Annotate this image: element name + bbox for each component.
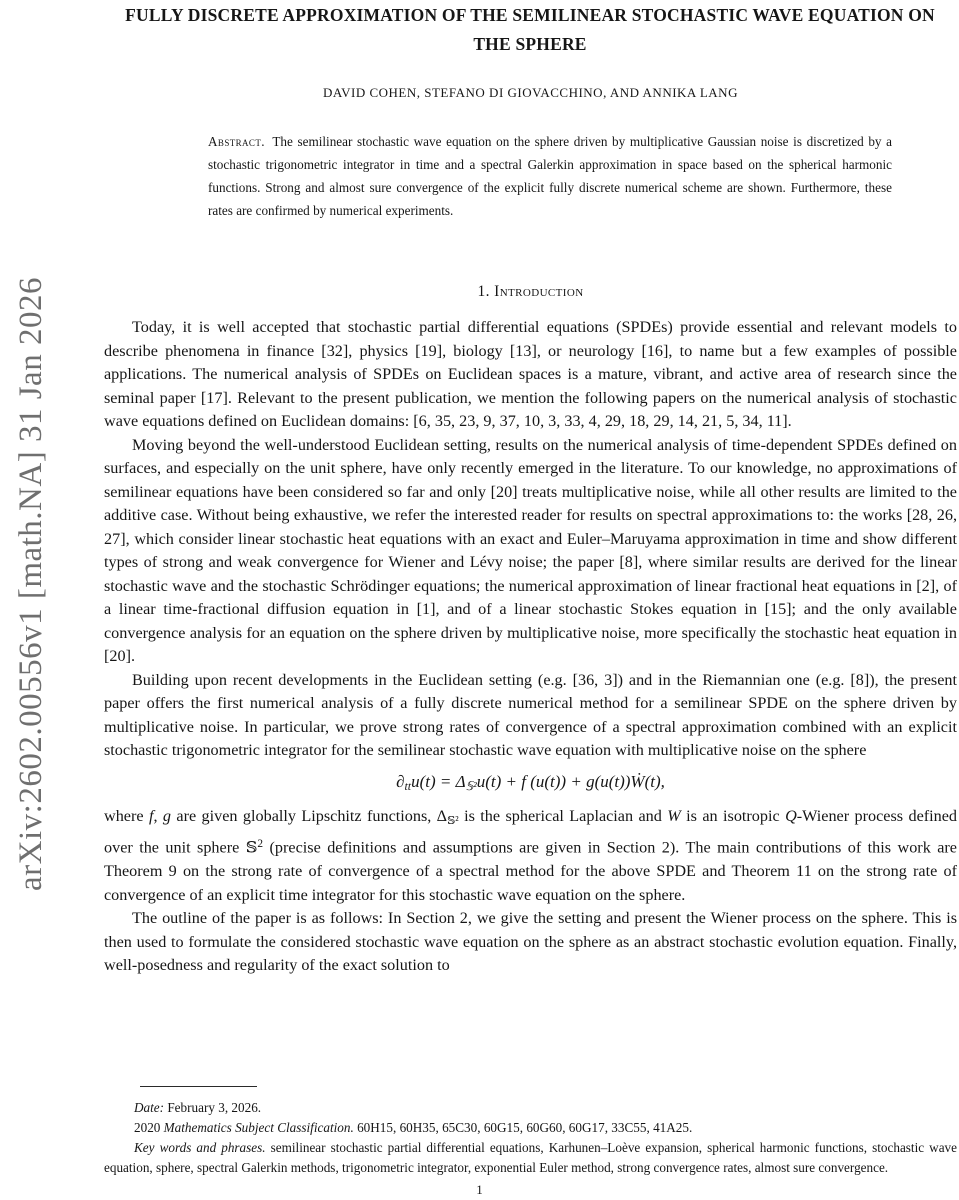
page-number: 1 [476, 1182, 483, 1197]
paper-authors: DAVID COHEN, STEFANO DI GIOVACCHINO, AND ANNIKA LANG [323, 85, 738, 100]
footnote-date: Date: February 3, 2026. [134, 1100, 262, 1115]
arxiv-watermark: arXiv:2602.00556v1 [math.NA] 31 Jan 2026 [13, 277, 49, 891]
paragraph: Moving beyond the well-understood Euclidean setting, results on the numerical analysis of time-dependent SPDEs defined on surfaces, and especially on the unit sphere, have only recently emerged in the literature. To our knowledge, no approximations of semilinear equations have been considered so far and only [20] treats multiplicative noise, while all other results are limited to the additive case. Without being exhaustive, we refer the interested reader for results on spectral approximations to: the works [28, 26, 27], which consider linear stochastic heat equations with an exact and Euler–Maruyama approximation in time and show different types of strong and weak convergence for Wiener and Lévy noise; the paper [8], where similar results are derived for the linear stochastic wave and the stochastic Schrödinger equations; the numerical approximation of linear fractional heat equations in [2], of a linear time-fractional diffusion equation in [1], and of a linear stochastic Stokes equation in [15]; and the only available convergence analysis for an equation on the sphere driven by multiplicative noise, more specifically the stochastic heat equation in [20]. [104, 435, 957, 665]
abstract: Abstract. The semilinear stochastic wave equation on the sphere driven by multiplicative Gaussian noise is discretized by a stochastic trigonometric integrator in time and a spectral Galerkin approximation in space based on the spherical harmonic functions. Strong and almost sure convergence of the explicit fully discrete numerical scheme are shown. Furthermore, these rates are confirmed by numerical experiments. [208, 134, 892, 218]
paragraph: where f, g are given globally Lipschitz functions, $\Delta_{𝕊^2}$ is the spherical Laplacian and W is an isotropic Q-Wiener process defined over the unit sphere 𝕊$^2$ (precise definitions and assumptions are given in Section 2). The main contributions of this work are Theorem 9 on the strong rate of convergence of a spectral method for the above SPDE and Theorem 11 on the strong rate of convergence of an explicit time integrator for this stochastic wave equation on the sphere. [104, 806, 958, 904]
footnote-keywords: Key words and phrases. semilinear stochastic partial differential equations, Karhunen–Loève expansion, spherical harmonic functions, stochastic wave equation, sphere, spectral Galerkin methods, trigonometric integrator, exponential Euler method, strong convergence rates, almost sure convergence. [104, 1140, 958, 1175]
display-equation: $\partial_{tt}u(t) = \Delta_{𝕊^2}u(t) + f$ (u(t)) + g(u(t))Ẇ(t), [396, 771, 665, 793]
paragraph: The outline of the paper is as follows: In Section 2, we give the setting and present the Wiener process on the sphere. This is then used to formulate the considered stochastic wave equation on the sphere as an abstract stochastic evolution equation. Finally, well-posedness and regularity of the exact solution to [104, 909, 957, 975]
paragraph: Today, it is well accepted that stochastic partial differential equations (SPDEs) provide essential and relevant models to describe phenomena in finance [32], physics [19], biology [13], or neurology [16], to name but a few examples of possible applications. The numerical analysis of SPDEs on Euclidean spaces is a mature, vibrant, and active area of research since the seminal paper [17]. Relevant to the present publication, we mention the following papers on the numerical analysis of stochastic wave equations defined on Euclidean domains: [6, 35, 23, 9, 37, 10, 3, 33, 4, 29, 18, 29, 14, 21, 5, 34, 11]. [104, 318, 957, 430]
paper-title: FULLY DISCRETE APPROXIMATION OF THE SEMILINEAR STOCHASTIC WAVE EQUATION ON THE SPHERE [125, 5, 935, 54]
footnotes [104, 1098, 957, 1178]
footnote-rule [140, 1086, 257, 1087]
footnote-msc: 2020 Mathematics Subject Classification. 60H15, 60H35, 65C30, 60G15, 60G60, 60G17, 33C55, 41A25. [134, 1120, 693, 1135]
section-heading: 1. Introduction [477, 283, 584, 300]
introduction-text [104, 316, 957, 978]
paragraph: Building upon recent developments in the Euclidean setting (e.g. [36, 3]) and in the Riemannian one (e.g. [8]), the present paper offers the first numerical analysis of a fully discrete numerical method for a semilinear SPDE on the sphere driven by multiplicative noise. In particular, we prove strong rates of convergence of a spectral approximation combined with an explicit stochastic trigonometric integrator for the semilinear stochastic wave equation with multiplicative noise on the sphere [104, 670, 957, 759]
